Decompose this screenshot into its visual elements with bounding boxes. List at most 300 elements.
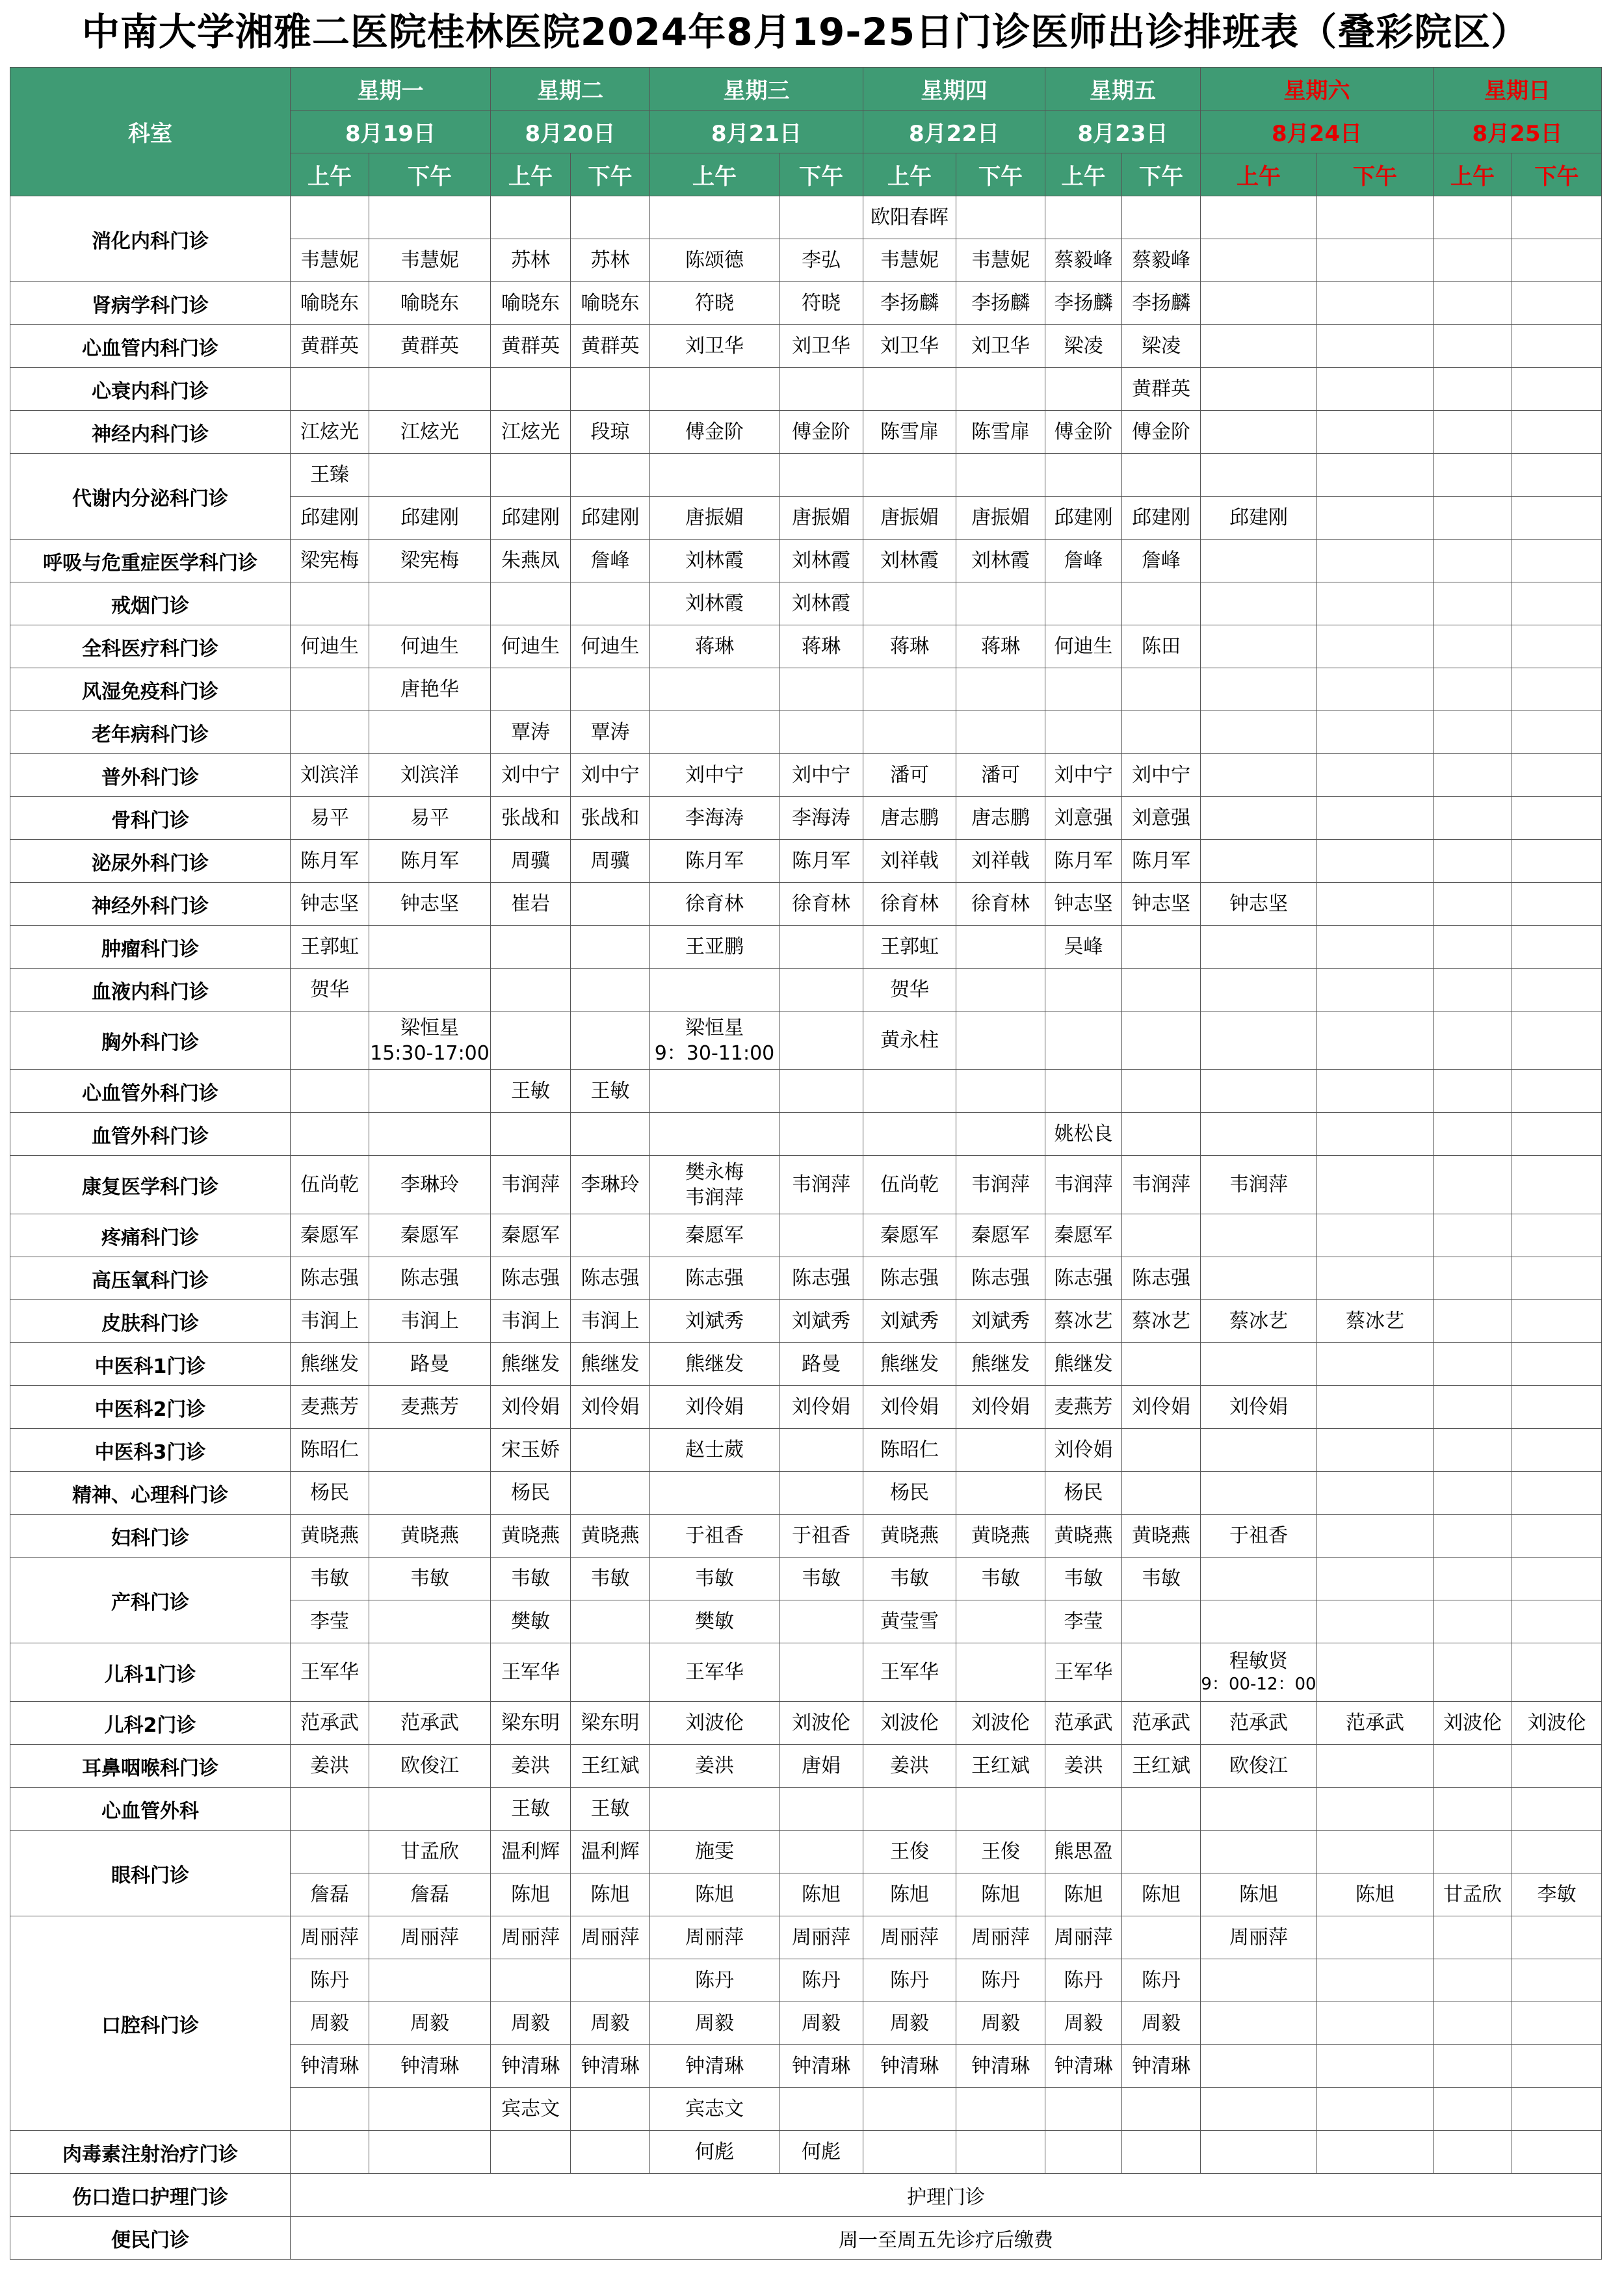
doctor-cell xyxy=(1201,1011,1317,1070)
doctor-cell: 韦润上 xyxy=(571,1300,650,1343)
doctor-cell xyxy=(1317,1959,1434,2002)
doctor-cell xyxy=(779,1831,863,1873)
doctor-cell: 周毅 xyxy=(291,2002,369,2045)
doctor-cell xyxy=(1512,325,1602,368)
doctor-cell: 唐振媚 xyxy=(956,497,1045,540)
doctor-cell xyxy=(1434,926,1512,969)
doctor-cell xyxy=(1122,969,1201,1011)
doctor-cell: 韦慧妮 xyxy=(863,239,956,282)
doctor-cell: 于祖香 xyxy=(779,1515,863,1558)
doctor-cell: 韦敏 xyxy=(1122,1558,1201,1600)
date-header: 8月23日 xyxy=(1045,111,1201,153)
doctor-cell xyxy=(1512,2045,1602,2088)
doctor-cell: 蔡毅峰 xyxy=(1122,239,1201,282)
doctor-cell: 黄群英 xyxy=(571,325,650,368)
doctor-cell: 钟清琳 xyxy=(650,2045,779,2088)
doctor-cell: 周毅 xyxy=(1122,2002,1201,2045)
department-name: 消化内科门诊 xyxy=(10,196,291,282)
department-name: 精神、心理科门诊 xyxy=(10,1472,291,1515)
doctor-cell: 王军华 xyxy=(863,1643,956,1702)
doctor-cell xyxy=(956,1113,1045,1156)
doctor-cell xyxy=(1122,1472,1201,1515)
table-row xyxy=(10,1113,1602,1156)
doctor-cell xyxy=(1317,1011,1434,1070)
doctor-cell xyxy=(863,2088,956,2131)
department-name: 皮肤科门诊 xyxy=(10,1300,291,1343)
department-name: 骨科门诊 xyxy=(10,797,291,840)
doctor-cell: 蒋琳 xyxy=(779,625,863,668)
doctor-cell: 潘可 xyxy=(863,754,956,797)
doctor-cell: 王俊 xyxy=(863,1831,956,1873)
doctor-cell: 邱建刚 xyxy=(1201,497,1317,540)
doctor-cell xyxy=(863,2131,956,2174)
doctor-cell xyxy=(1512,1600,1602,1643)
doctor-cell xyxy=(1434,540,1512,582)
afternoon-header: 下午 xyxy=(956,153,1045,196)
doctor-cell xyxy=(1201,1070,1317,1113)
doctor-cell xyxy=(1201,454,1317,497)
doctor-cell: 宾志文 xyxy=(650,2088,779,2131)
doctor-cell: 秦愿军 xyxy=(956,1214,1045,1257)
doctor-cell xyxy=(1317,325,1434,368)
doctor-cell: 钟清琳 xyxy=(291,2045,369,2088)
doctor-cell xyxy=(1434,497,1512,540)
doctor-cell xyxy=(491,368,571,411)
doctor-cell xyxy=(491,1113,571,1156)
doctor-cell: 王红斌 xyxy=(956,1745,1045,1788)
department-name: 戒烟门诊 xyxy=(10,582,291,625)
doctor-cell xyxy=(1512,1515,1602,1558)
doctor-cell xyxy=(369,368,491,411)
doctor-cell: 傅金阶 xyxy=(650,411,779,454)
clinic-time: 韦润萍 xyxy=(685,1186,744,1209)
doctor-cell: 范承武 xyxy=(1201,1702,1317,1745)
doctor-cell: 李弘 xyxy=(779,239,863,282)
table-row xyxy=(10,797,1602,840)
doctor-cell: 钟清琳 xyxy=(956,2045,1045,2088)
doctor-cell xyxy=(571,582,650,625)
doctor-cell: 刘伶娟 xyxy=(571,1386,650,1429)
doctor-cell: 王臻 xyxy=(291,454,369,497)
doctor-cell xyxy=(1317,711,1434,754)
doctor-cell xyxy=(1201,582,1317,625)
doctor-cell: 傅金阶 xyxy=(1122,411,1201,454)
table-row xyxy=(10,2131,1602,2174)
doctor-cell: 麦燕芳 xyxy=(291,1386,369,1429)
doctor-cell xyxy=(1317,1472,1434,1515)
doctor-cell: 黄群英 xyxy=(491,325,571,368)
doctor-cell xyxy=(291,368,369,411)
doctor-cell xyxy=(1512,926,1602,969)
doctor-cell: 黄晓燕 xyxy=(571,1515,650,1558)
doctor-cell xyxy=(1512,1472,1602,1515)
doctor-cell xyxy=(369,1959,491,2002)
doctor-cell: 周毅 xyxy=(956,2002,1045,2045)
doctor-cell: 刘祥戟 xyxy=(863,840,956,883)
doctor-cell: 周丽萍 xyxy=(956,1916,1045,1959)
doctor-name: 程敏贤 xyxy=(1229,1650,1288,1673)
doctor-cell xyxy=(1434,1156,1512,1214)
doctor-cell xyxy=(491,582,571,625)
department-name: 普外科门诊 xyxy=(10,754,291,797)
doctor-cell: 詹磊 xyxy=(291,1873,369,1916)
table-row xyxy=(10,1515,1602,1558)
doctor-cell xyxy=(1045,969,1122,1011)
doctor-cell: 钟清琳 xyxy=(491,2045,571,2088)
doctor-cell: 陈昭仁 xyxy=(863,1429,956,1472)
weekday-header: 星期一 xyxy=(291,68,491,111)
doctor-cell: 张战和 xyxy=(571,797,650,840)
doctor-cell: 符晓 xyxy=(650,282,779,325)
doctor-cell: 傅金阶 xyxy=(1045,411,1122,454)
doctor-cell xyxy=(1317,797,1434,840)
doctor-cell xyxy=(1512,196,1602,239)
doctor-cell: 李扬麟 xyxy=(863,282,956,325)
table-row xyxy=(10,1300,1602,1343)
doctor-cell xyxy=(1434,1558,1512,1600)
doctor-cell: 徐育林 xyxy=(863,883,956,926)
doctor-cell xyxy=(571,969,650,1011)
doctor-cell xyxy=(1434,1257,1512,1300)
table-row xyxy=(10,1429,1602,1472)
department-name: 中医科2门诊 xyxy=(10,1386,291,1429)
doctor-cell: 欧俊江 xyxy=(369,1745,491,1788)
table-row xyxy=(10,2174,1602,2217)
doctor-cell: 王俊 xyxy=(956,1831,1045,1873)
doctor-cell xyxy=(1512,2088,1602,2131)
doctor-cell xyxy=(1317,625,1434,668)
doctor-cell xyxy=(1201,239,1317,282)
afternoon-header: 下午 xyxy=(1122,153,1201,196)
doctor-cell: 刘伶娟 xyxy=(779,1386,863,1429)
department-name: 风湿免疫科门诊 xyxy=(10,668,291,711)
doctor-cell xyxy=(650,711,779,754)
table-row xyxy=(10,1702,1602,1745)
doctor-cell xyxy=(1317,668,1434,711)
doctor-cell: 陈志强 xyxy=(650,1257,779,1300)
department-name: 胸外科门诊 xyxy=(10,1011,291,1070)
doctor-cell: 刘卫华 xyxy=(863,325,956,368)
doctor-cell xyxy=(1434,1600,1512,1643)
doctor-cell xyxy=(956,969,1045,1011)
clinic-time: 15:30-17:00 xyxy=(370,1041,490,1065)
doctor-cell: 路曼 xyxy=(369,1343,491,1386)
doctor-cell xyxy=(779,668,863,711)
doctor-cell: 王军华 xyxy=(291,1643,369,1702)
table-row xyxy=(10,1257,1602,1300)
department-name: 康复医学科门诊 xyxy=(10,1156,291,1214)
doctor-cell xyxy=(571,368,650,411)
morning-header: 上午 xyxy=(291,153,369,196)
doctor-cell: 刘滨洋 xyxy=(291,754,369,797)
doctor-cell xyxy=(956,1788,1045,1831)
doctor-cell xyxy=(571,883,650,926)
doctor-cell xyxy=(369,2088,491,2131)
doctor-cell xyxy=(291,1070,369,1113)
table-row xyxy=(10,1343,1602,1386)
doctor-cell xyxy=(369,1113,491,1156)
table-row xyxy=(10,282,1602,325)
doctor-cell: 黄莹雪 xyxy=(863,1600,956,1643)
doctor-cell: 李敏 xyxy=(1512,1873,1602,1916)
doctor-cell xyxy=(369,1070,491,1113)
doctor-cell xyxy=(1122,1831,1201,1873)
doctor-cell: 刘林霞 xyxy=(779,540,863,582)
doctor-cell: 陈月军 xyxy=(1122,840,1201,883)
doctor-cell: 刘林霞 xyxy=(650,540,779,582)
doctor-cell xyxy=(1317,2002,1434,2045)
doctor-cell xyxy=(779,1600,863,1643)
doctor-cell: 韦润萍 xyxy=(1201,1156,1317,1214)
morning-header: 上午 xyxy=(491,153,571,196)
doctor-cell xyxy=(1512,711,1602,754)
doctor-cell xyxy=(956,1070,1045,1113)
doctor-cell xyxy=(369,1600,491,1643)
doctor-cell: 钟清琳 xyxy=(1045,2045,1122,2088)
doctor-cell xyxy=(1317,540,1434,582)
department-name: 神经内科门诊 xyxy=(10,411,291,454)
department-name: 儿科1门诊 xyxy=(10,1643,291,1702)
doctor-cell xyxy=(650,1472,779,1515)
doctor-cell: 陈志强 xyxy=(1122,1257,1201,1300)
doctor-cell: 李海涛 xyxy=(779,797,863,840)
doctor-cell: 周丽萍 xyxy=(650,1916,779,1959)
doctor-cell xyxy=(1317,1343,1434,1386)
date-header: 8月21日 xyxy=(650,111,863,153)
table-row xyxy=(10,625,1602,668)
doctor-cell xyxy=(779,1214,863,1257)
doctor-cell: 陈志强 xyxy=(571,1257,650,1300)
doctor-cell: 周毅 xyxy=(491,2002,571,2045)
doctor-cell: 刘波伦 xyxy=(650,1702,779,1745)
doctor-cell: 黄永柱 xyxy=(863,1011,956,1070)
doctor-cell: 钟清琳 xyxy=(779,2045,863,2088)
doctor-cell: 陈旭 xyxy=(1045,1873,1122,1916)
doctor-cell xyxy=(571,1643,650,1702)
doctor-cell xyxy=(1434,1745,1512,1788)
doctor-cell: 徐育林 xyxy=(650,883,779,926)
doctor-cell: 韦敏 xyxy=(956,1558,1045,1600)
doctor-cell: 黄群英 xyxy=(1122,368,1201,411)
doctor-cell: 梁宪梅 xyxy=(291,540,369,582)
doctor-cell xyxy=(650,1011,779,1070)
doctor-cell: 陈丹 xyxy=(291,1959,369,2002)
doctor-cell: 秦愿军 xyxy=(291,1214,369,1257)
doctor-cell xyxy=(369,969,491,1011)
doctor-cell xyxy=(369,1472,491,1515)
doctor-cell: 陈丹 xyxy=(1045,1959,1122,2002)
doctor-cell xyxy=(291,711,369,754)
doctor-cell: 李扬麟 xyxy=(956,282,1045,325)
doctor-cell xyxy=(1512,668,1602,711)
doctor-cell: 刘意强 xyxy=(1122,797,1201,840)
doctor-cell: 陈旭 xyxy=(571,1873,650,1916)
doctor-cell: 詹峰 xyxy=(571,540,650,582)
doctor-cell xyxy=(1122,926,1201,969)
doctor-cell xyxy=(1317,754,1434,797)
doctor-cell: 钟清琳 xyxy=(863,2045,956,2088)
doctor-cell xyxy=(491,926,571,969)
doctor-cell: 唐志鹏 xyxy=(863,797,956,840)
date-header: 8月24日 xyxy=(1201,111,1434,153)
table-row xyxy=(10,411,1602,454)
doctor-cell: 周毅 xyxy=(863,2002,956,2045)
doctor-cell: 樊敏 xyxy=(491,1600,571,1643)
doctor-cell xyxy=(650,1070,779,1113)
doctor-cell: 周毅 xyxy=(571,2002,650,2045)
doctor-cell: 梁凌 xyxy=(1122,325,1201,368)
doctor-cell: 陈志强 xyxy=(369,1257,491,1300)
doctor-cell xyxy=(1122,2131,1201,2174)
doctor-cell xyxy=(1122,582,1201,625)
doctor-cell: 何迪生 xyxy=(1045,625,1122,668)
doctor-cell: 秦愿军 xyxy=(1045,1214,1122,1257)
doctor-cell xyxy=(1045,1788,1122,1831)
doctor-cell: 温利辉 xyxy=(571,1831,650,1873)
doctor-cell: 宋玉娇 xyxy=(491,1429,571,1472)
doctor-cell: 范承武 xyxy=(291,1702,369,1745)
doctor-cell xyxy=(1512,1429,1602,1472)
doctor-cell: 刘林霞 xyxy=(779,582,863,625)
weekday-header: 星期二 xyxy=(491,68,650,111)
doctor-cell: 刘祥戟 xyxy=(956,840,1045,883)
doctor-cell xyxy=(1201,1257,1317,1300)
doctor-cell xyxy=(291,2131,369,2174)
doctor-cell xyxy=(1512,969,1602,1011)
doctor-cell xyxy=(650,368,779,411)
table-row xyxy=(10,1011,1602,1070)
doctor-cell xyxy=(1434,1831,1512,1873)
doctor-cell: 杨民 xyxy=(1045,1472,1122,1515)
doctor-cell xyxy=(1317,1113,1434,1156)
doctor-cell xyxy=(863,1070,956,1113)
doctor-cell: 韦润萍 xyxy=(1045,1156,1122,1214)
doctor-cell xyxy=(1317,1386,1434,1429)
doctor-cell xyxy=(863,668,956,711)
date-header: 8月19日 xyxy=(291,111,491,153)
doctor-cell: 韦敏 xyxy=(779,1558,863,1600)
table-row xyxy=(10,1745,1602,1788)
doctor-cell xyxy=(1317,582,1434,625)
doctor-cell: 杨民 xyxy=(863,1472,956,1515)
department-name: 心血管外科门诊 xyxy=(10,1070,291,1113)
doctor-cell xyxy=(1122,1070,1201,1113)
doctor-cell xyxy=(1317,1745,1434,1788)
doctor-cell: 陈志强 xyxy=(863,1257,956,1300)
doctor-cell: 王军华 xyxy=(1045,1643,1122,1702)
doctor-cell: 唐志鹏 xyxy=(956,797,1045,840)
doctor-cell: 唐振媚 xyxy=(650,497,779,540)
doctor-cell: 秦愿军 xyxy=(369,1214,491,1257)
doctor-cell xyxy=(1201,196,1317,239)
doctor-cell xyxy=(369,1788,491,1831)
afternoon-header: 下午 xyxy=(779,153,863,196)
doctor-cell xyxy=(1512,1156,1602,1214)
doctor-cell xyxy=(1434,454,1512,497)
doctor-cell xyxy=(1434,1113,1512,1156)
doctor-cell xyxy=(1434,1472,1512,1515)
date-header: 8月20日 xyxy=(491,111,650,153)
table-row xyxy=(10,196,1602,239)
doctor-cell: 刘卫华 xyxy=(779,325,863,368)
department-name: 儿科2门诊 xyxy=(10,1702,291,1745)
doctor-cell xyxy=(1045,1011,1122,1070)
doctor-cell xyxy=(1512,1011,1602,1070)
doctor-cell: 陈旭 xyxy=(863,1873,956,1916)
morning-header: 上午 xyxy=(863,153,956,196)
merged-note-cell: 周一至周五先诊疗后缴费 xyxy=(291,2217,1602,2260)
doctor-cell xyxy=(1045,582,1122,625)
doctor-cell: 姚松良 xyxy=(1045,1113,1122,1156)
doctor-cell: 姜洪 xyxy=(1045,1745,1122,1788)
doctor-cell xyxy=(650,454,779,497)
doctor-cell xyxy=(1201,625,1317,668)
doctor-cell xyxy=(650,1156,779,1214)
doctor-cell xyxy=(291,1831,369,1873)
doctor-cell: 梁东明 xyxy=(571,1702,650,1745)
doctor-cell: 苏林 xyxy=(571,239,650,282)
doctor-cell: 符晓 xyxy=(779,282,863,325)
doctor-cell: 何迪生 xyxy=(491,625,571,668)
doctor-cell xyxy=(779,454,863,497)
doctor-cell: 韦润萍 xyxy=(956,1156,1045,1214)
doctor-cell xyxy=(779,1070,863,1113)
doctor-cell: 陈志强 xyxy=(291,1257,369,1300)
morning-header: 上午 xyxy=(650,153,779,196)
doctor-cell: 黄晓燕 xyxy=(956,1515,1045,1558)
doctor-cell: 刘卫华 xyxy=(956,325,1045,368)
doctor-cell: 范承武 xyxy=(1122,1702,1201,1745)
doctor-cell: 韦润萍 xyxy=(1122,1156,1201,1214)
doctor-cell xyxy=(571,1600,650,1643)
doctor-cell: 吴峰 xyxy=(1045,926,1122,969)
doctor-cell xyxy=(1512,454,1602,497)
doctor-cell: 何彪 xyxy=(779,2131,863,2174)
doctor-cell: 喻晓东 xyxy=(369,282,491,325)
doctor-cell xyxy=(1512,1113,1602,1156)
doctor-cell xyxy=(1434,282,1512,325)
doctor-cell xyxy=(1201,1472,1317,1515)
doctor-cell: 蒋琳 xyxy=(863,625,956,668)
doctor-cell: 杨民 xyxy=(291,1472,369,1515)
doctor-cell: 周丽萍 xyxy=(1201,1916,1317,1959)
department-name: 伤口造口护理门诊 xyxy=(10,2174,291,2217)
doctor-cell: 刘伶娟 xyxy=(491,1386,571,1429)
doctor-cell xyxy=(1512,497,1602,540)
doctor-cell xyxy=(1201,282,1317,325)
doctor-cell xyxy=(1434,2131,1512,2174)
doctor-cell xyxy=(291,1788,369,1831)
doctor-cell xyxy=(1122,1788,1201,1831)
doctor-cell xyxy=(369,2131,491,2174)
doctor-cell: 韦慧妮 xyxy=(369,239,491,282)
doctor-cell xyxy=(369,926,491,969)
doctor-cell xyxy=(571,1959,650,2002)
doctor-cell xyxy=(1317,840,1434,883)
doctor-cell: 黄群英 xyxy=(369,325,491,368)
doctor-cell: 姜洪 xyxy=(863,1745,956,1788)
doctor-cell: 刘伶娟 xyxy=(956,1386,1045,1429)
doctor-name: 梁恒星 xyxy=(400,1016,459,1039)
doctor-cell: 刘斌秀 xyxy=(650,1300,779,1343)
doctor-cell: 傅金阶 xyxy=(779,411,863,454)
doctor-cell: 熊继发 xyxy=(571,1343,650,1386)
doctor-cell xyxy=(571,1214,650,1257)
doctor-cell: 刘中宁 xyxy=(650,754,779,797)
doctor-cell: 陈旭 xyxy=(779,1873,863,1916)
doctor-cell: 江炫光 xyxy=(291,411,369,454)
table-row xyxy=(10,454,1602,497)
